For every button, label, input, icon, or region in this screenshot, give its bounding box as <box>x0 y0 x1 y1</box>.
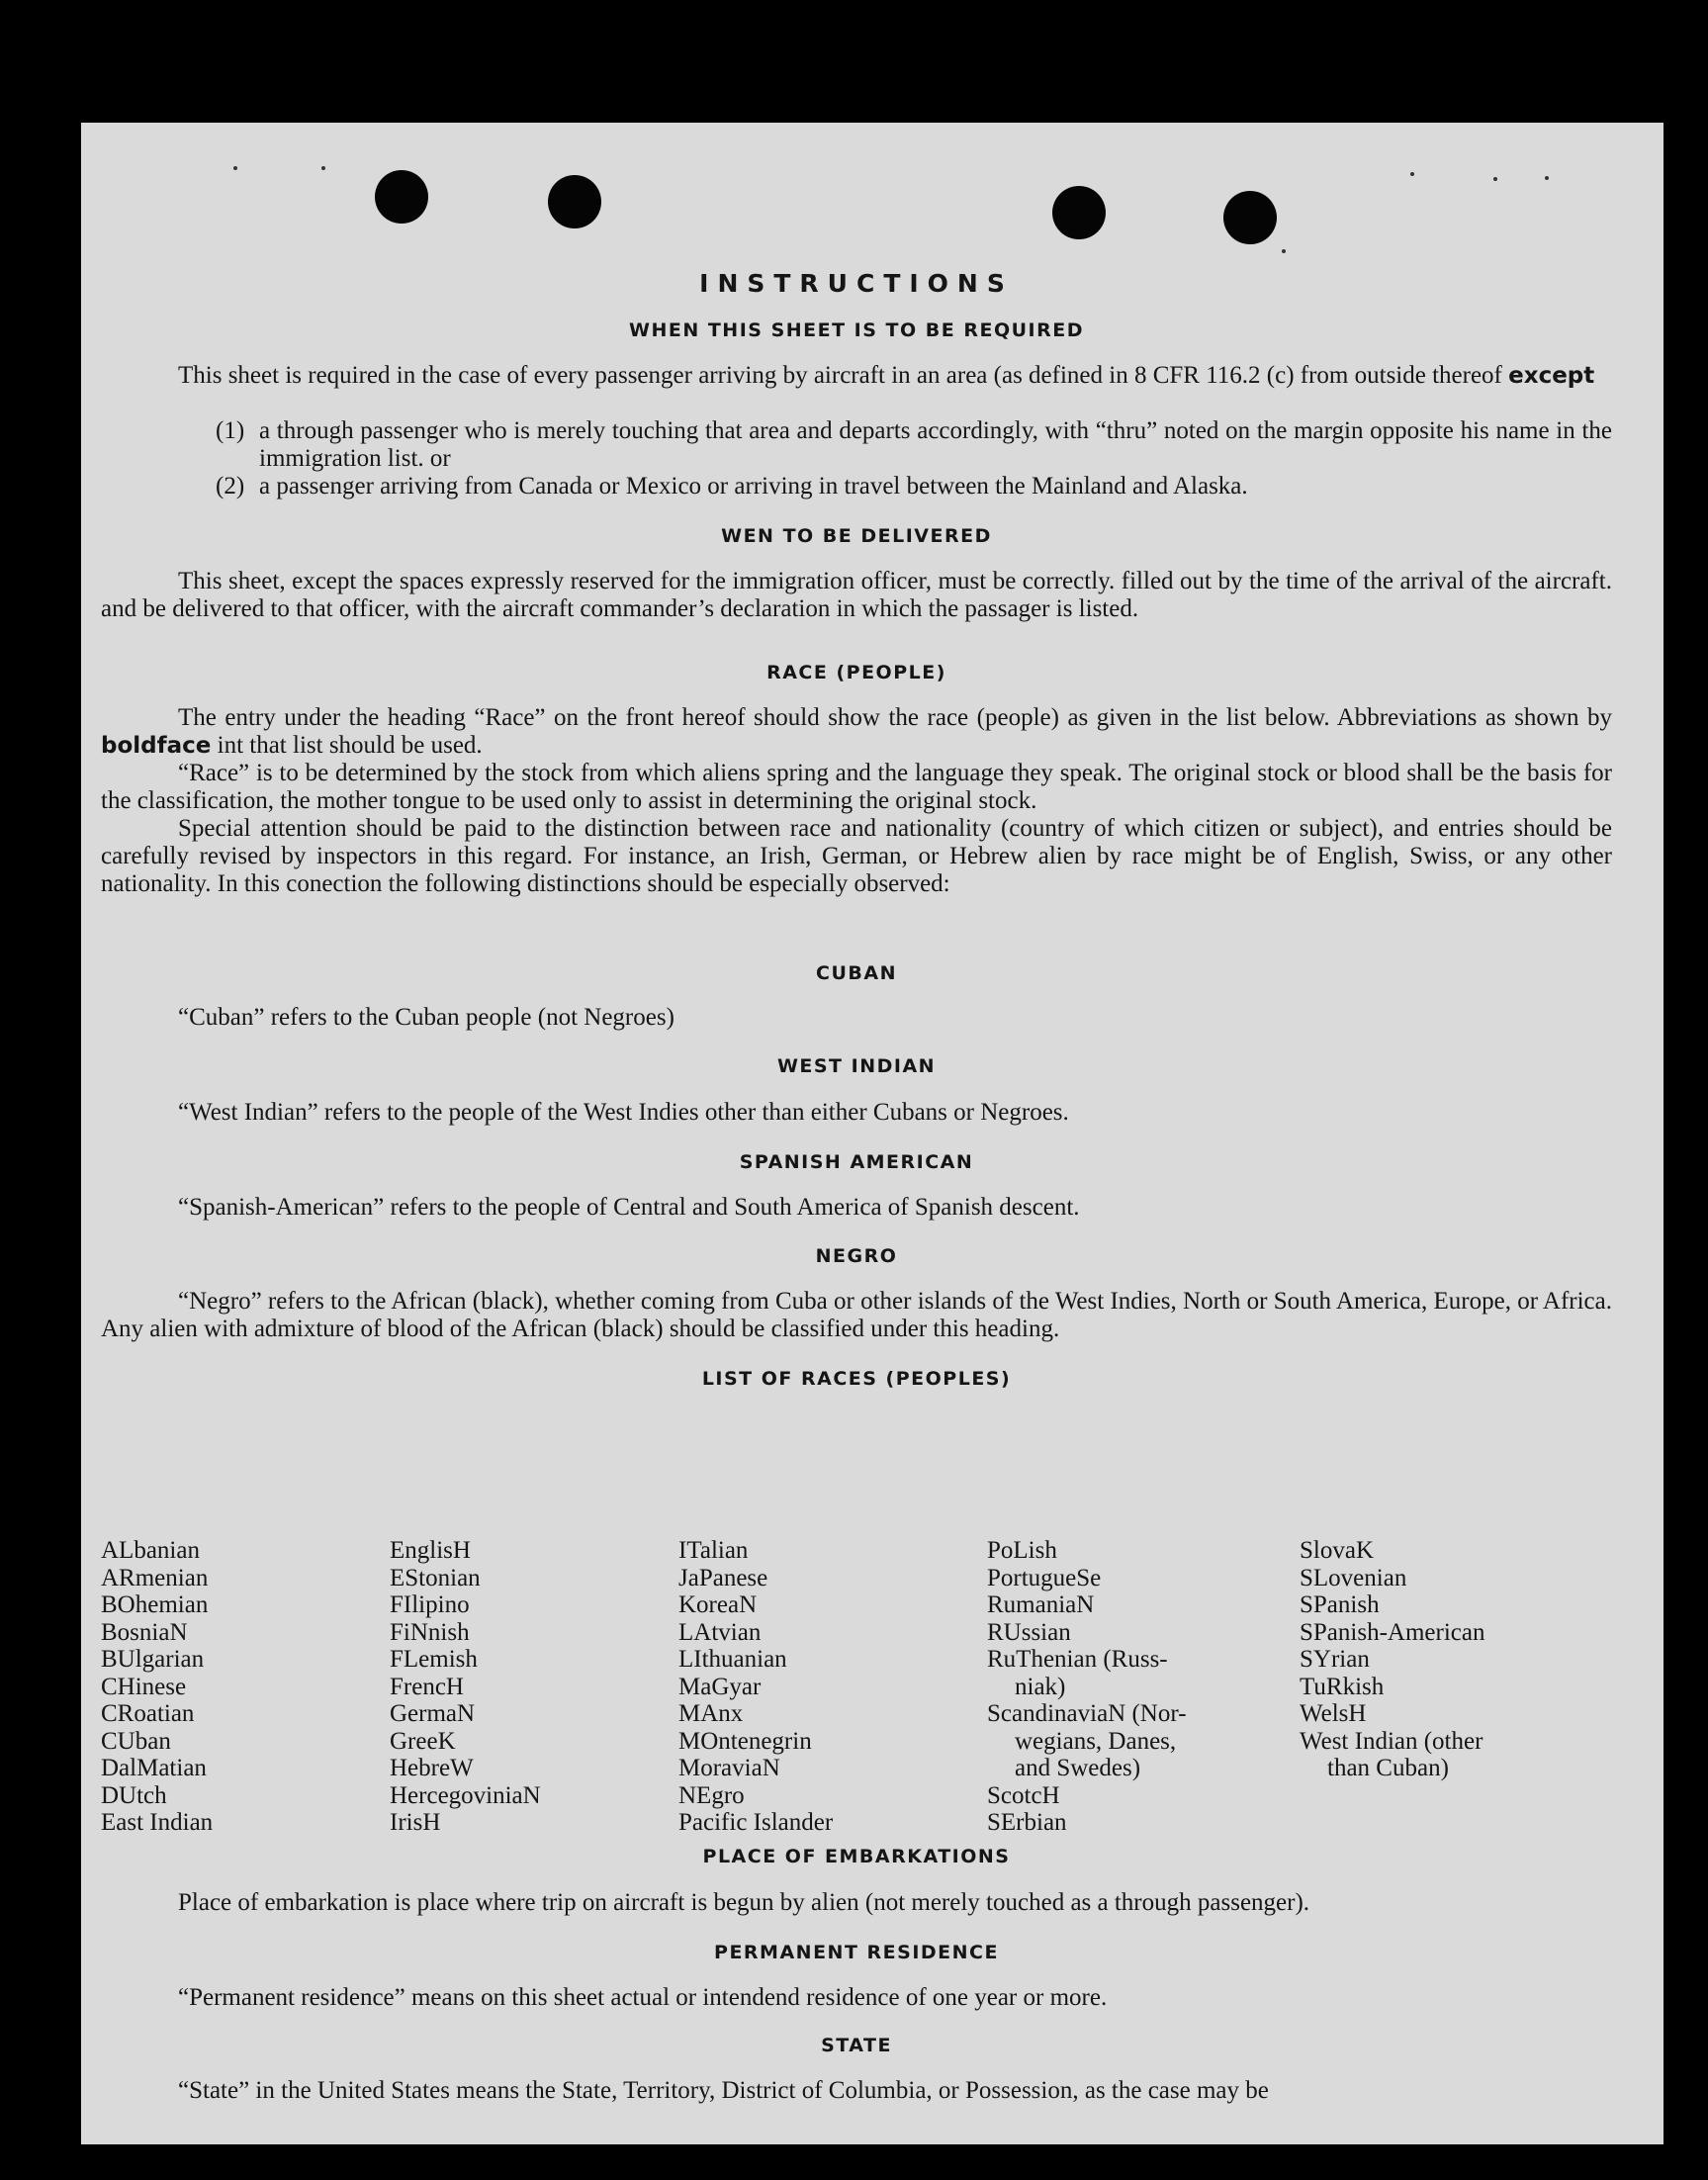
race-entry: niak) <box>1015 1673 1066 1700</box>
race-entry: SErbian <box>987 1809 1067 1836</box>
race-entry: MOntenegrin <box>678 1727 812 1755</box>
when-delivered-text: This sheet, except the spaces expressly reserved for the immigration officer, must be correctly. filled out by the time of the arrival of the aircraft. and be delivered to that officer, with the aircraft commander’s declaration in which the passager is listed. <box>101 568 1612 622</box>
speck <box>321 166 325 170</box>
race-entry: CRoatian <box>101 1700 195 1727</box>
heading-race: RACE (PEOPLE) <box>766 662 946 683</box>
race-entry: EnglisH <box>390 1537 471 1564</box>
punch-hole <box>1223 191 1277 244</box>
state-text: “State” in the United States means the State, Territory, District of Columbia, or Possession, as the case may be <box>178 2077 1269 2104</box>
race-paragraphs: The entry under the heading “Race” on the front hereof should show the race (people) as given in the list below. Abbreviations as shown by boldface int that list should be used. “Race” is to be determined by the stock from which aliens spring and the language they speak. The original stock or blood shall be the basis for the classification, the mother tongue to be used only to assist in determining the original stock. Special attention should be paid to the distinction between race and nationality (country of which citizen or subject), and entries should be carefully revised by inspectors in this regard. For instance, an Irish, German, or Hebrew alien by race might be of English, Swiss, or any other nationality. In this conection the following distinctions should be especially observed: <box>101 704 1612 897</box>
race-entry: than Cuban) <box>1327 1755 1449 1781</box>
race-entry: ScotcH <box>987 1781 1060 1809</box>
race-entry: KoreaN <box>678 1591 758 1618</box>
heading-cuban: CUBAN <box>816 962 897 984</box>
race-entry: SPanish-American <box>1300 1618 1485 1646</box>
document-page <box>81 123 1663 2144</box>
race-entry: wegians, Danes, <box>1015 1727 1177 1755</box>
race-entry: ScandinaviaN (Nor- <box>987 1700 1187 1727</box>
race-entry: and Swedes) <box>1015 1755 1141 1781</box>
race-entry: NEgro <box>678 1781 745 1809</box>
race-entry: FIlipino <box>390 1591 470 1618</box>
race-entry: MAnx <box>678 1700 744 1727</box>
when-required-item: (1) a through passenger who is merely touching that area and departs accordingly, with “thru” noted on the margin opposite his name in the immigration list. or <box>216 417 1612 472</box>
cuban-text: “Cuban” refers to the Cuban people (not Negroes) <box>178 1004 674 1031</box>
race-entry: SYrian <box>1300 1646 1370 1673</box>
race-entry: DalMatian <box>101 1755 207 1781</box>
race-entry: CHinese <box>101 1673 187 1700</box>
race-entry: DUtch <box>101 1781 167 1809</box>
race-entry: BOhemian <box>101 1591 209 1618</box>
heading-negro: NEGRO <box>815 1245 898 1267</box>
races-column-5 <box>1300 1537 1484 1782</box>
speck <box>1545 176 1549 180</box>
race-entry: ALbanian <box>101 1537 200 1564</box>
race-entry: MoraviaN <box>678 1755 780 1781</box>
race-entry: BUlgarian <box>101 1646 205 1673</box>
heading-embarkation: PLACE OF EMBARKATIONS <box>702 1846 1011 1867</box>
race-entry: FLemish <box>390 1646 478 1673</box>
race-entry: LIthuanian <box>678 1646 787 1673</box>
punch-hole <box>548 175 601 228</box>
race-entry: EStonian <box>390 1564 481 1591</box>
race-entry: HercegoviniaN <box>390 1781 541 1809</box>
races-column-3 <box>678 1537 833 1837</box>
race-entry: MaGyar <box>678 1673 762 1700</box>
race-entry: SlovaK <box>1300 1537 1374 1564</box>
heading-spanish-american: SPANISH AMERICAN <box>739 1151 974 1173</box>
heading-when-delivered: WEN TO BE DELIVERED <box>721 525 992 547</box>
race-entry: CUban <box>101 1727 171 1755</box>
race-entry: ARmenian <box>101 1564 209 1591</box>
race-entry: FrencH <box>390 1673 464 1700</box>
punch-hole <box>1052 186 1106 239</box>
heading-residence: PERMANENT RESIDENCE <box>714 1942 999 1963</box>
race-entry: GermaN <box>390 1700 476 1727</box>
race-entry: Pacific Islander <box>678 1809 834 1836</box>
race-entry: TuRkish <box>1300 1673 1385 1700</box>
when-required-intro: This sheet is required in the case of every passenger arriving by aircraft in an area (as defined in 8 CFR 116.2 (c) from outside thereof except <box>178 362 1595 389</box>
speck <box>1410 172 1414 176</box>
race-entry: IrisH <box>390 1809 441 1836</box>
when-required-item: (2) a passenger arriving from Canada or Mexico or arriving in travel between the Mainland and Alaska. <box>216 473 1248 500</box>
race-entry: East Indian <box>101 1809 214 1836</box>
race-entry: RUssian <box>987 1618 1071 1646</box>
negro-text: “Negro” refers to the African (black), whether coming from Cuba or other islands of the West Indies, North or South America, Europe, or Africa. Any alien with admixture of blood of the African (black) should be classified under this heading. <box>101 1288 1612 1342</box>
heading-west-indian: WEST INDIAN <box>776 1055 937 1077</box>
residence-text: “Permanent residence” means on this sheet actual or intendend residence of one year or more. <box>178 1984 1108 2011</box>
speck <box>1493 177 1497 181</box>
spanish-american-text: “Spanish-American” refers to the people of Central and South America of Spanish descent. <box>178 1194 1080 1221</box>
page-title: INSTRUCTIONS <box>699 269 1014 298</box>
race-entry: RuThenian (Russ- <box>987 1646 1168 1673</box>
races-column-1 <box>101 1537 213 1837</box>
race-entry: HebreW <box>390 1755 474 1781</box>
races-column-4 <box>987 1537 1187 1837</box>
race-entry: WelsH <box>1300 1700 1367 1727</box>
race-entry: JaPanese <box>678 1564 768 1591</box>
race-entry: GreeK <box>390 1727 456 1755</box>
race-entry: SPanish <box>1300 1591 1380 1618</box>
race-entry: LAtvian <box>678 1618 762 1646</box>
race-entry: PortugueSe <box>987 1564 1102 1591</box>
speck <box>233 166 237 170</box>
speck <box>1282 249 1286 253</box>
race-entry: ITalian <box>678 1537 749 1564</box>
race-entry: West Indian (other <box>1300 1727 1483 1755</box>
heading-state: STATE <box>821 2035 892 2056</box>
race-entry: SLovenian <box>1300 1564 1407 1591</box>
west-indian-text: “West Indian” refers to the people of the West Indies other than either Cubans or Negroes. <box>178 1099 1069 1126</box>
heading-races-list: LIST OF RACES (PEOPLES) <box>701 1368 1012 1390</box>
race-entry: PoLish <box>987 1537 1057 1564</box>
races-column-2 <box>390 1537 541 1837</box>
embarkation-text: Place of embarkation is place where trip on aircraft is begun by alien (not merely touched as a through passenger). <box>178 1889 1310 1916</box>
race-entry: FiNnish <box>390 1618 470 1646</box>
punch-hole <box>375 170 428 224</box>
race-entry: RumaniaN <box>987 1591 1095 1618</box>
heading-when-required: WHEN THIS SHEET IS TO BE REQUIRED <box>628 319 1084 341</box>
race-entry: BosniaN <box>101 1618 188 1646</box>
